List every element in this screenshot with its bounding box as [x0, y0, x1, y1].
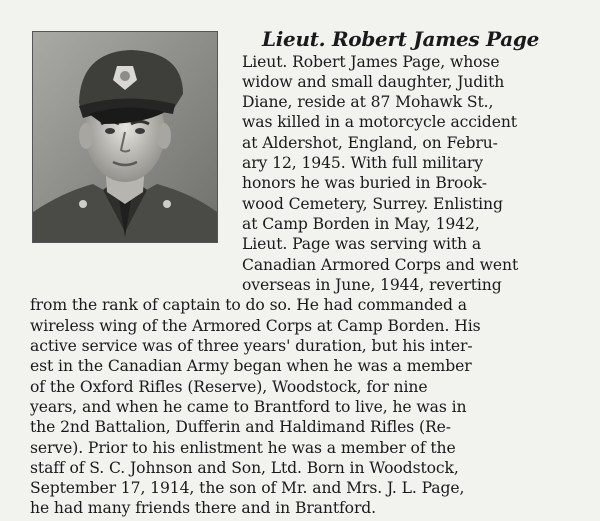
portrait-illustration — [33, 32, 217, 242]
body-line: wireless wing of the Armored Corps at Camp Borden. His — [30, 317, 481, 335]
body-line: honors he was buried in Brook- — [242, 174, 487, 192]
body-line: years, and when he came to Brantford to live, he was in — [30, 398, 467, 416]
body-line: was killed in a motorcycle accident — [242, 113, 517, 131]
body-line: staff of S. C. Johnson and Son, Ltd. Born in Woodstock, — [30, 459, 459, 477]
body-line: he had many friends there and in Brantford. — [30, 499, 377, 517]
body-line: ary 12, 1945. With full military — [242, 154, 484, 172]
body-line: serve). Prior to his enlistment he was a member of the — [30, 439, 456, 457]
portrait-photo — [32, 31, 218, 243]
body-line: September 17, 1914, the son of Mr. and Mrs. J. L. Page, — [30, 479, 465, 497]
body-line: Lieut. Page was serving with a — [242, 235, 482, 253]
body-line: Diane, reside at 87 Mohawk St., — [242, 93, 494, 111]
body-line: overseas in June, 1944, reverting — [242, 276, 502, 294]
body-line: active service was of three years' duration, but his inter- — [30, 337, 473, 355]
body-line: Lieut. Robert James Page, whose — [242, 53, 500, 71]
body-line: wood Cemetery, Surrey. Enlisting — [242, 195, 503, 213]
body-line: from the rank of captain to do so. He had commanded a — [30, 296, 467, 314]
body-line: the 2nd Battalion, Dufferin and Haldimand Rifles (Re- — [30, 418, 451, 436]
article-title: Lieut. Robert James Page — [262, 27, 539, 51]
body-line: of the Oxford Rifles (Reserve), Woodstock, for nine — [30, 378, 428, 396]
body-line: at Camp Borden in May, 1942, — [242, 215, 480, 233]
body-line: Canadian Armored Corps and went — [242, 256, 519, 274]
body-line: widow and small daughter, Judith — [242, 73, 505, 91]
body-line: at Aldershot, England, on Febru- — [242, 134, 498, 152]
body-line: est in the Canadian Army began when he was a member — [30, 357, 472, 375]
